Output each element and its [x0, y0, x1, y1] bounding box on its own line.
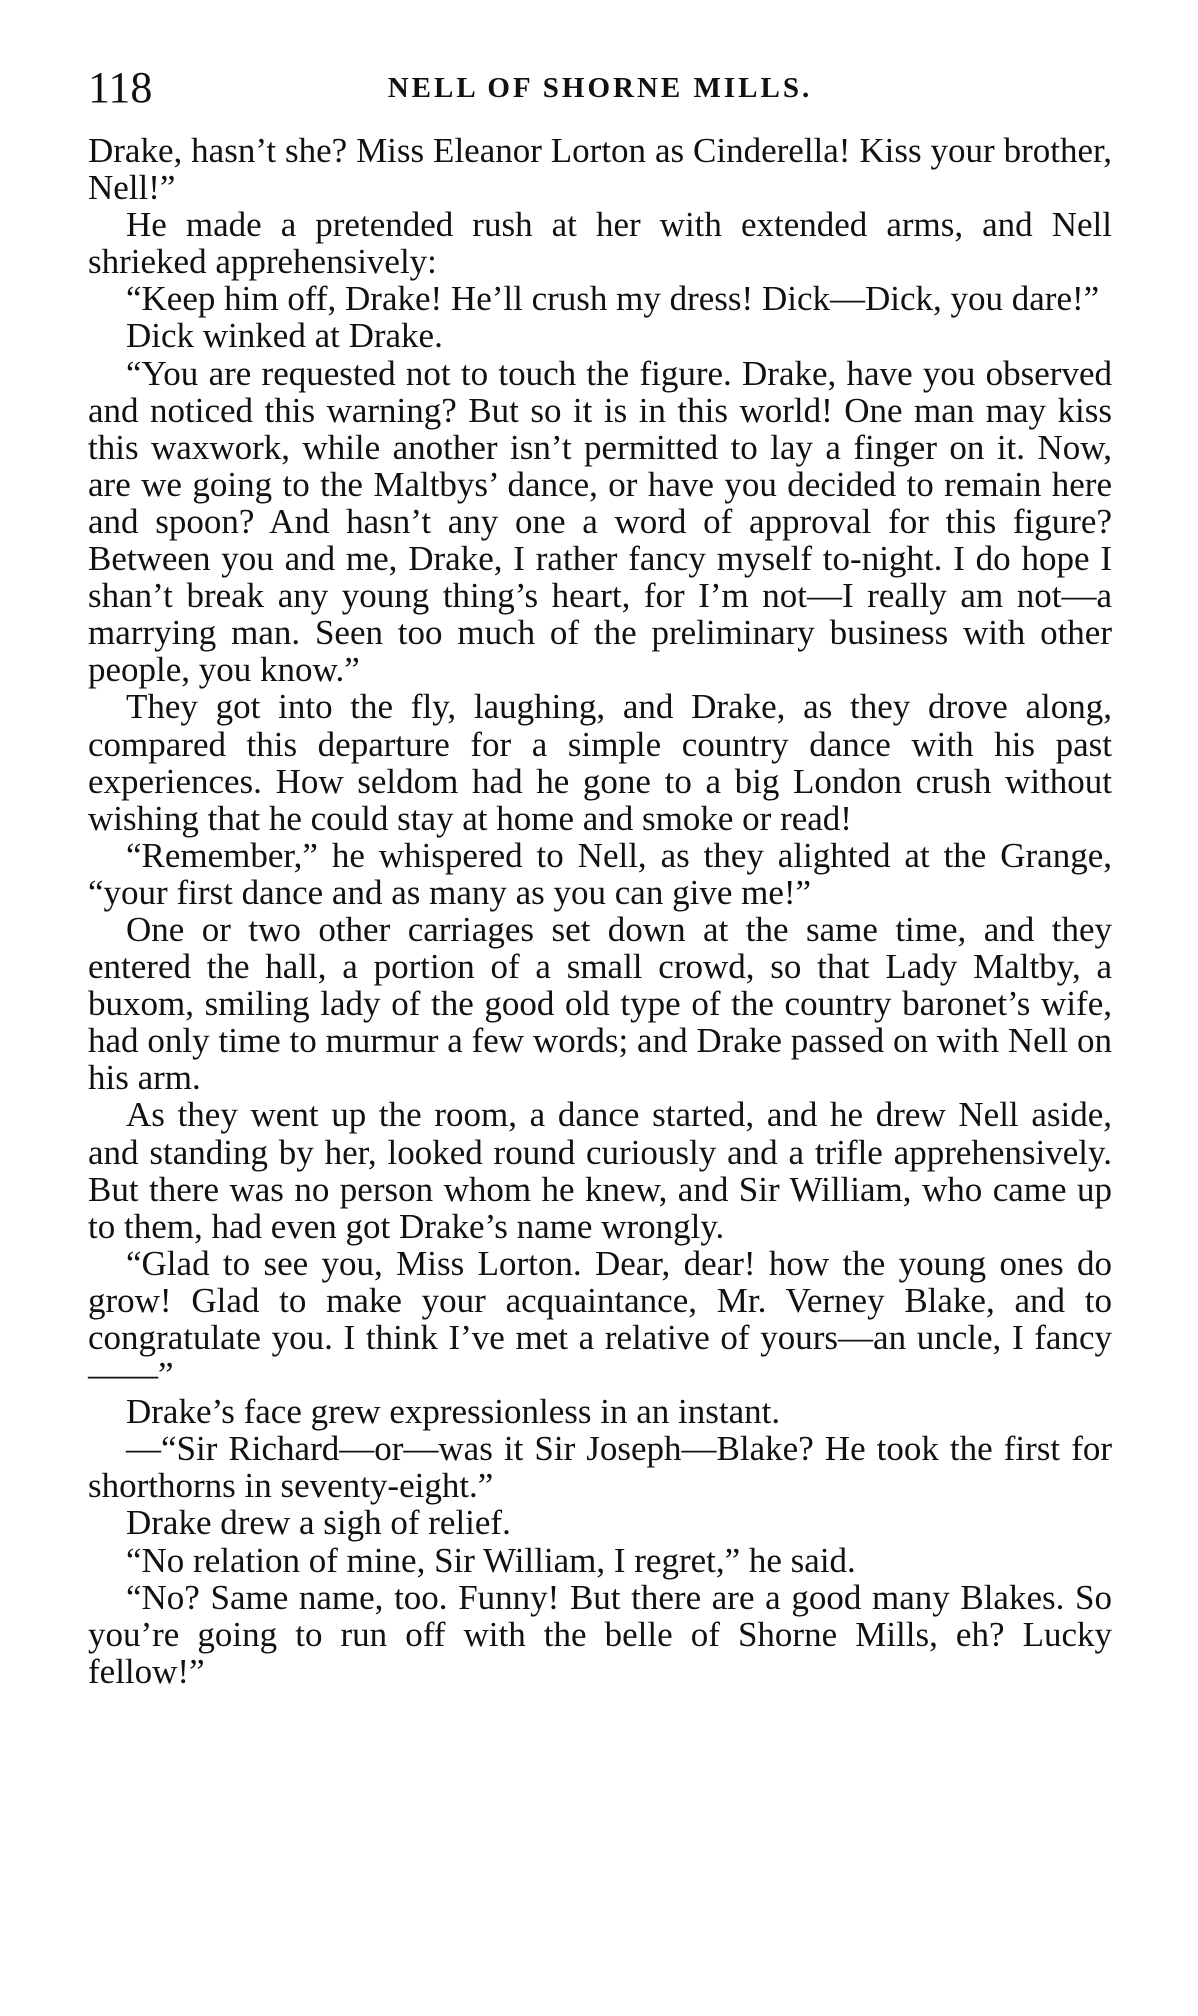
- paragraph: “No relation of mine, Sir William, I regret,” he said.: [126, 1540, 856, 1580]
- paragraph: “Keep him off, Drake! He’ll crush my dress! Dick—Dick, you dare!”: [126, 279, 1100, 319]
- paragraph: “Glad to see you, Miss Lorton. Dear, dear! how the young ones do grow! Glad to make your acquaintance, Mr. Verney Blake, and to congratulate you. I think I’ve met a relative of yours—an uncle, I fancy——”: [88, 1243, 1112, 1395]
- page-number: 118: [88, 63, 153, 112]
- paragraph: —“Sir Richard—or—was it Sir Joseph—Blake? He took the first for shorthorns in seventy-eight.”: [88, 1429, 1112, 1506]
- page-header: [88, 62, 1112, 114]
- paragraph: They got into the fly, laughing, and Drake, as they drove along, compared this departure for a simple country dance with his past experiences. How seldom had he gone to a big London crush without wishing that he could stay at home and smoke or read!: [88, 687, 1112, 838]
- book-page: [88, 62, 1112, 1690]
- paragraph: “Remember,” he whispered to Nell, as they alighted at the Grange, “your first dance and as many as you can give me!”: [88, 835, 1112, 912]
- paragraph: Dick winked at Drake.: [126, 316, 443, 356]
- paragraph: Drake drew a sigh of relief.: [126, 1503, 511, 1543]
- paragraph: Drake, hasn’t she? Miss Eleanor Lorton as Cinderella! Kiss your brother, Nell!”: [88, 131, 1112, 208]
- paragraph: “No? Same name, too. Funny! But there are a good many Blakes. So you’re going to run off with the belle of Shorne Mills, eh? Lucky fellow!”: [88, 1577, 1112, 1691]
- running-title: NELL OF SHORNE MILLS.: [387, 72, 813, 104]
- paragraph: “You are requested not to touch the figure. Drake, have you observed and noticed this warning? But so it is in this world! One man may kiss this waxwork, while another isn’t permitted to lay a finger on it. Now, are we going to the Maltbys’ dance, or have you decided to remain here and spoon? And hasn’t any one a word of approval for this figure? Between you and me, Drake, I rather fancy myself to-night. I do hope I shan’t break any young thing’s heart, for I’m not—I really am not—a marrying man. Seen too much of the preliminary business with other people, you know.”: [88, 353, 1112, 690]
- body-text: [88, 132, 1112, 1690]
- paragraph: He made a pretended rush at her with extended arms, and Nell shrieked apprehensively:: [88, 205, 1112, 282]
- paragraph: One or two other carriages set down at the same time, and they entered the hall, a portion of a small crowd, so that Lady Maltby, a buxom, smiling lady of the good old type of the country baronet’s wife, had only time to murmur a few words; and Drake passed on with Nell on his arm.: [88, 909, 1112, 1098]
- paragraph: Drake’s face grew expressionless in an instant.: [126, 1392, 781, 1432]
- paragraph: As they went up the room, a dance started, and he drew Nell aside, and standing by her, looked round curiously and a trifle apprehensively. But there was no person whom he knew, and Sir William, who came up to them, had even got Drake’s name wrongly.: [88, 1095, 1112, 1246]
